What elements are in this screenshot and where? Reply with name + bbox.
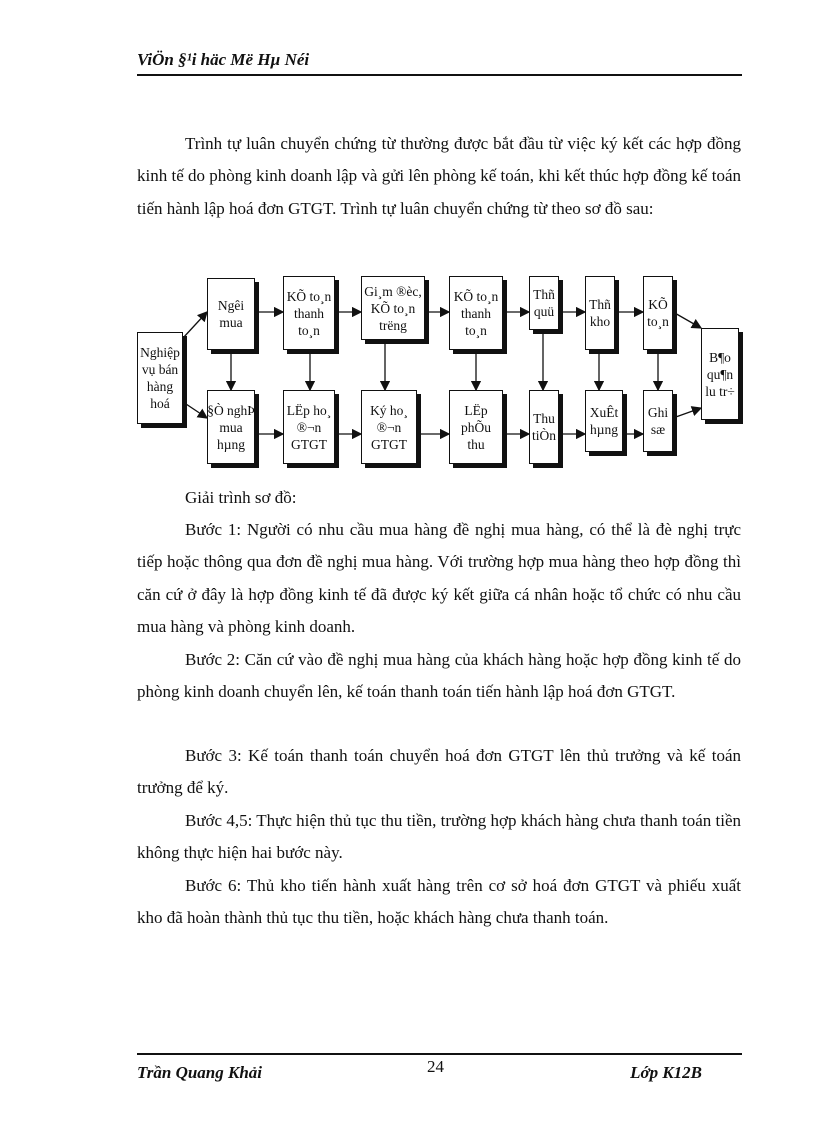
box-line: KÕ to¸n bbox=[453, 288, 499, 304]
step-4-5: Bước 4,5: Thực hiện thủ tục thu tiền, trường hợp khách hàng chưa thanh toán tiền không thực hiện hai bước này. bbox=[137, 811, 741, 863]
step-2: Bước 2: Căn cứ vào đề nghị mua hàng của khách hàng hoặc hợp đồng kinh tế do phòng kinh doanh chuyển lên, kế toán thanh toán tiến hành lập hoá đơn GTGT. bbox=[137, 650, 741, 702]
box-line: GTGT bbox=[371, 436, 407, 452]
box-record-books bbox=[643, 390, 673, 452]
class-name: Lớp K12B bbox=[630, 1063, 702, 1082]
box-line: tiÒn bbox=[531, 428, 556, 443]
box-line: sæ bbox=[650, 422, 666, 437]
box-line: hµng bbox=[589, 422, 619, 437]
box-line: mua bbox=[219, 419, 243, 435]
flow-diagram bbox=[133, 270, 743, 470]
box-line: LËp ho¸ bbox=[286, 402, 332, 418]
box-line: Ký ho¸ bbox=[370, 402, 408, 418]
box-payment-accountant bbox=[283, 276, 335, 350]
page-header bbox=[137, 46, 742, 76]
box-line: to¸n bbox=[465, 322, 487, 338]
box-line: thu bbox=[467, 436, 485, 452]
box-line: thanh bbox=[294, 305, 324, 321]
box-line: LËp bbox=[464, 402, 488, 418]
section-title: Giải trình sơ đồ: bbox=[185, 488, 297, 507]
box-export-goods bbox=[585, 390, 623, 452]
box-line: qu¶n bbox=[706, 366, 734, 382]
box-warehouse-keeper bbox=[585, 276, 615, 350]
box-line: trëng bbox=[379, 317, 407, 333]
box-line: thanh bbox=[461, 305, 491, 321]
intro-paragraph: Trình tự luân chuyển chứng từ thường được bắt đầu từ việc ký kết các hợp đồng kinh tế do phòng kinh doanh lập và gửi lên phòng kế toán, khi kết thúc hợp đồng kế toán tiến hành lập hoá đơn GTGT. Trình tự luân chuyển chứng từ theo sơ đồ sau: bbox=[137, 134, 741, 218]
box-line: to¸n bbox=[298, 322, 320, 338]
box-line: KÕ to¸n bbox=[370, 300, 416, 316]
start-line: hàng bbox=[146, 379, 174, 394]
box-line: phÕu bbox=[461, 419, 491, 435]
box-line: XuÊt bbox=[589, 405, 619, 420]
box-accountant bbox=[643, 276, 673, 350]
start-line: vụ bán bbox=[141, 362, 179, 377]
box-line: lu tr÷ bbox=[705, 383, 735, 399]
box-create-vat-invoice bbox=[283, 390, 335, 464]
box-line: §Ò nghÞ bbox=[207, 402, 255, 418]
box-line: Thu bbox=[533, 411, 555, 426]
box-line: Ghi bbox=[647, 405, 669, 420]
page-number: 24 bbox=[427, 1057, 444, 1076]
box-line: kho bbox=[589, 314, 611, 329]
start-box-sales-operation bbox=[137, 332, 183, 424]
box-line: Thñ bbox=[589, 297, 611, 312]
box-line: GTGT bbox=[291, 436, 327, 452]
box-line: hµng bbox=[216, 436, 246, 452]
box-sign-vat-invoice bbox=[361, 390, 417, 464]
box-purchase-request bbox=[207, 390, 255, 464]
step-3: Bước 3: Kế toán thanh toán chuyển hoá đơn GTGT lên thủ trưởng và kế toán trưởng để ký. bbox=[137, 746, 741, 798]
box-create-receipt bbox=[449, 390, 503, 464]
box-line: ®¬n bbox=[296, 419, 322, 435]
start-line: hoá bbox=[150, 396, 170, 411]
page-footer bbox=[137, 1053, 742, 1095]
box-line: ®¬n bbox=[376, 419, 402, 435]
author-name: Trần Quang Khải bbox=[137, 1063, 263, 1082]
box-buyer bbox=[207, 278, 255, 350]
step-1: Bước 1: Người có nhu cầu mua hàng đề nghị mua hàng, có thể là đè nghị trực tiếp hoặc thông qua đơn đề nghị mua hàng. Với trường hợp mua hàng theo hợp đồng thì căn cứ ở đây là hợp đồng kinh tế đã được ký kết giữa cá nhân hoặc tổ chức có nhu cầu mua hàng và phòng kinh doanh. bbox=[137, 520, 741, 637]
start-line: Nghiệp bbox=[140, 345, 180, 360]
box-line: to¸n bbox=[647, 314, 669, 329]
box-collect-cash bbox=[529, 390, 559, 464]
box-line: KÕ to¸n bbox=[286, 288, 332, 304]
end-box-archive bbox=[701, 328, 739, 420]
box-line: quü bbox=[533, 304, 555, 319]
box-line: Gi¸m ®èc, bbox=[364, 283, 422, 299]
institution-name: ViÖn §¹i häc Më Hµ Néi bbox=[137, 50, 310, 69]
box-cashier bbox=[529, 276, 559, 330]
box-line: Ngêi bbox=[217, 298, 245, 313]
box-director-chief-accountant bbox=[361, 276, 425, 340]
box-line: KÕ bbox=[648, 297, 668, 312]
box-line: Thñ bbox=[533, 287, 555, 302]
box-payment-accountant-2 bbox=[449, 276, 503, 350]
step-6: Bước 6: Thủ kho tiến hành xuất hàng trên cơ sở hoá đơn GTGT và phiếu xuất kho đã hoàn thành thủ tục thu tiền, hoặc khách hàng chưa thanh toán. bbox=[137, 876, 741, 928]
box-line: B¶o bbox=[709, 349, 731, 365]
box-line: mua bbox=[219, 315, 243, 330]
